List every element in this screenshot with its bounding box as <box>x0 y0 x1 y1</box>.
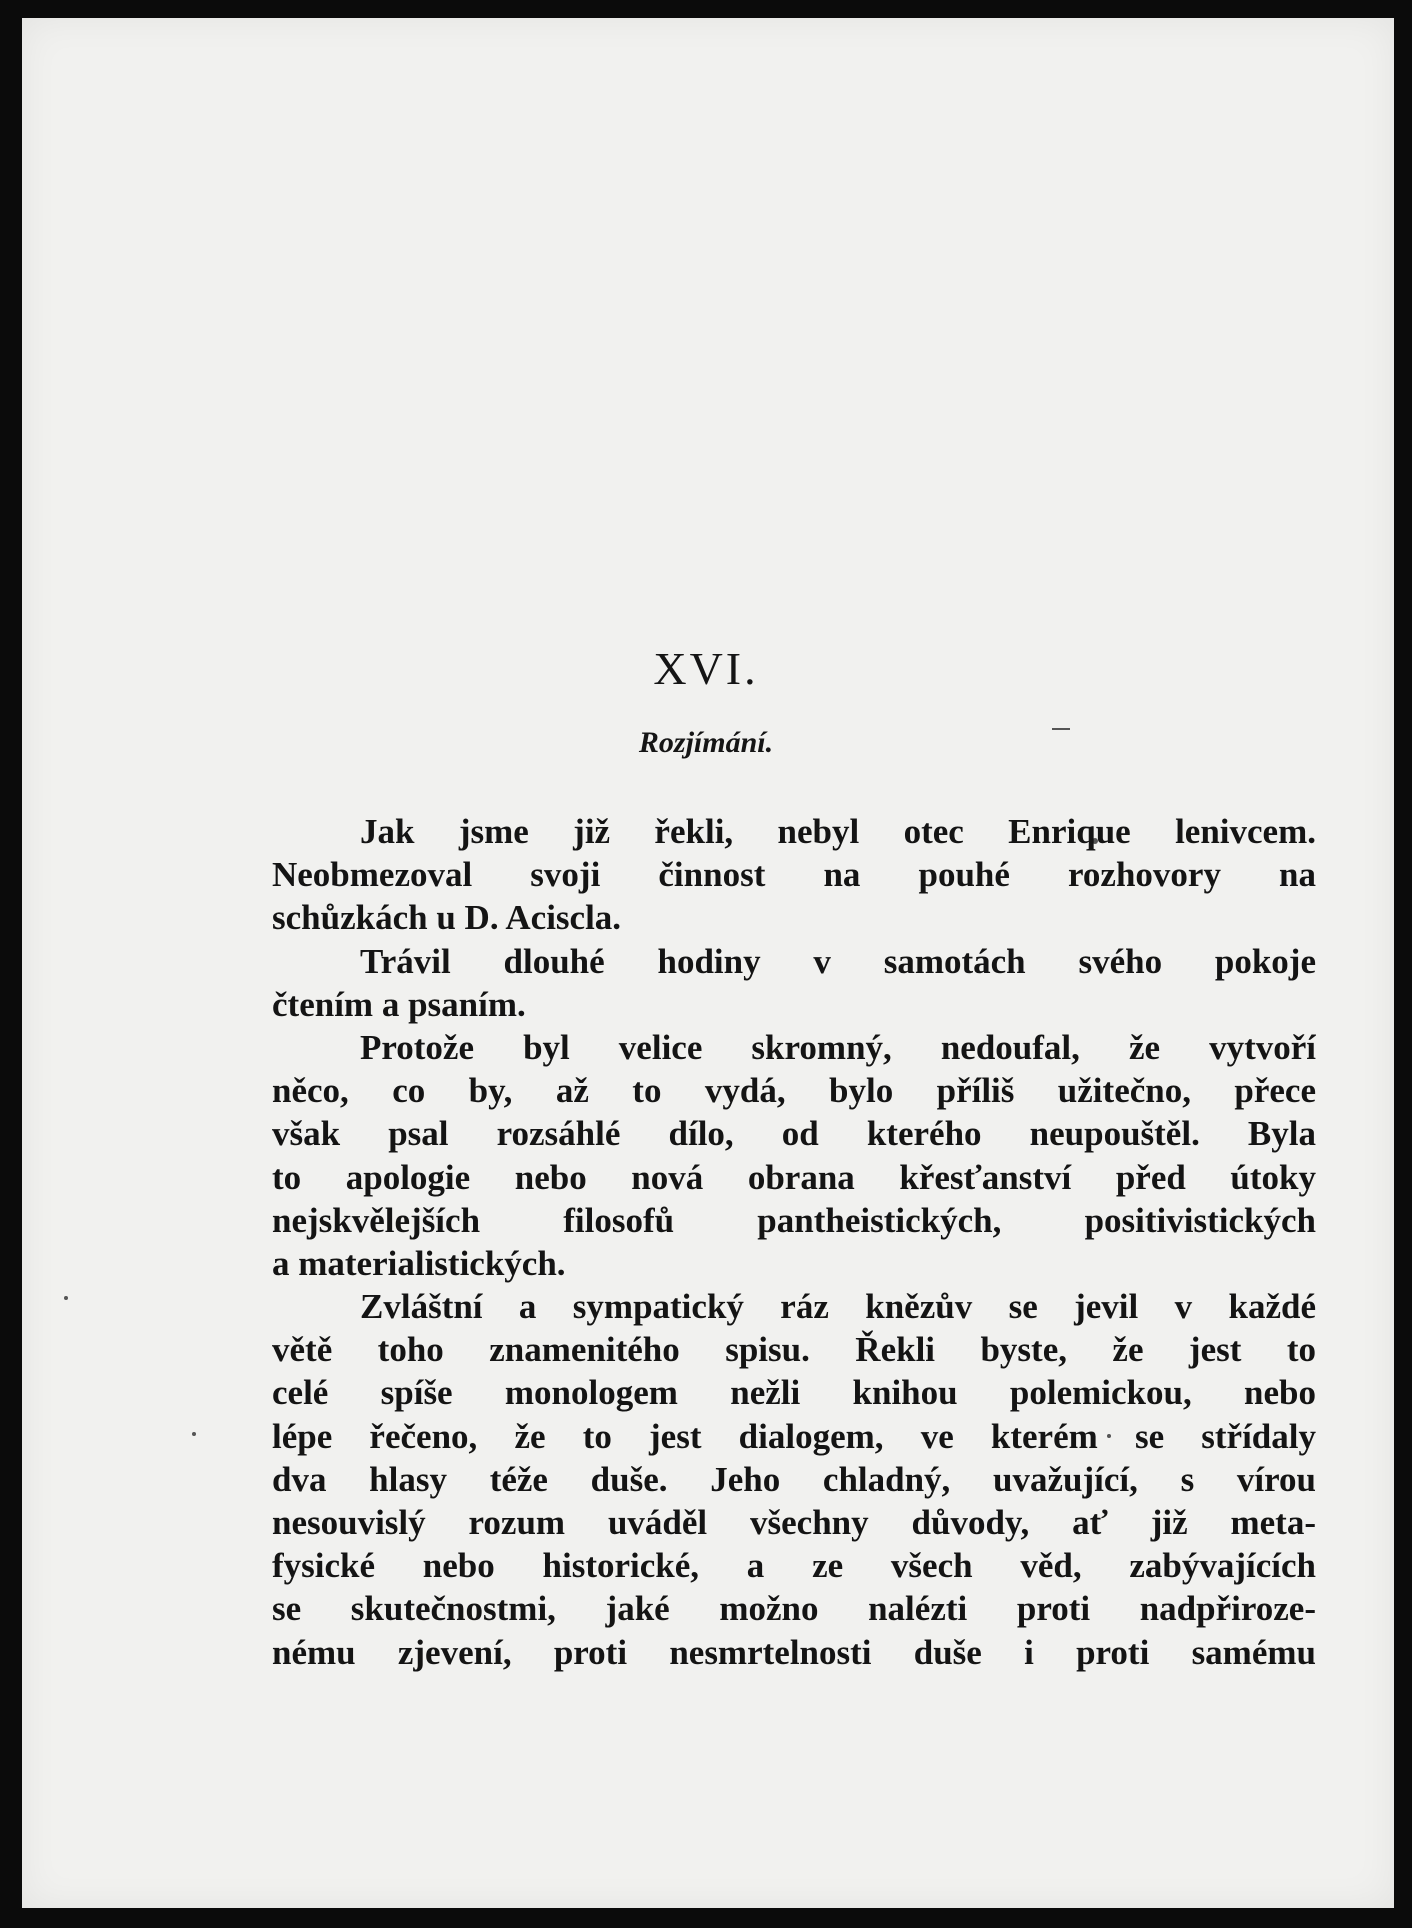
text-line: dva hlasy téže duše. Jeho chladný, uvažující, s vírou <box>272 1459 1316 1499</box>
text-line: však psal rozsáhlé dílo, od kterého neupouštěl. Byla <box>272 1114 1316 1154</box>
text-line: to apologie nebo nová obrana křesťanství před útoky <box>272 1157 1316 1197</box>
text-line: něco, co by, až to vydá, bylo příliš užitečno, přece <box>272 1071 1316 1111</box>
text-line: Zvláštní a sympatický ráz knězův se jevil v každé <box>360 1287 1316 1327</box>
text-line: schůzkách u D. Aciscla. <box>272 898 622 938</box>
text-line: Trávil dlouhé hodiny v samotách svého pokoje <box>360 941 1316 981</box>
text-line: celé spíše monologem nežli knihou polemickou, nebo <box>272 1373 1316 1413</box>
chapter-title: Rozjímání. <box>638 726 774 759</box>
text-line: Protože byl velice skromný, nedoufal, že vytvoří <box>360 1027 1316 1067</box>
text-line: fysické nebo historické, a ze všech věd, zabývajících <box>272 1546 1316 1586</box>
chapter-body <box>272 810 1316 1674</box>
text-line: a materialistických. <box>272 1243 566 1283</box>
text-line: čtením a psaním. <box>272 984 526 1024</box>
text-line: lépe řečeno, že to jest dialogem, ve kterém se střídaly <box>272 1416 1316 1456</box>
text-line: Jak jsme již řekli, nebyl otec Enrique lenivcem. <box>360 812 1316 851</box>
text-line: Neobmezoval svoji činnost na pouhé rozhovory na <box>272 855 1316 895</box>
text-line: nejskvělejších filosofů pantheistických, positivistických <box>272 1200 1316 1240</box>
text-line: nesouvislý rozum uváděl všechny důvody, ať již meta- <box>272 1503 1316 1542</box>
chapter-number: XVI. <box>653 643 759 694</box>
text-line: větě toho znamenitého spisu. Řekli byste, že jest to <box>272 1330 1316 1370</box>
text-line: se skutečnostmi, jaké možno nalézti proti nadpřiroze- <box>272 1589 1316 1629</box>
text-line: nému zjevení, proti nesmrtelnosti duše i proti samému <box>272 1632 1316 1672</box>
